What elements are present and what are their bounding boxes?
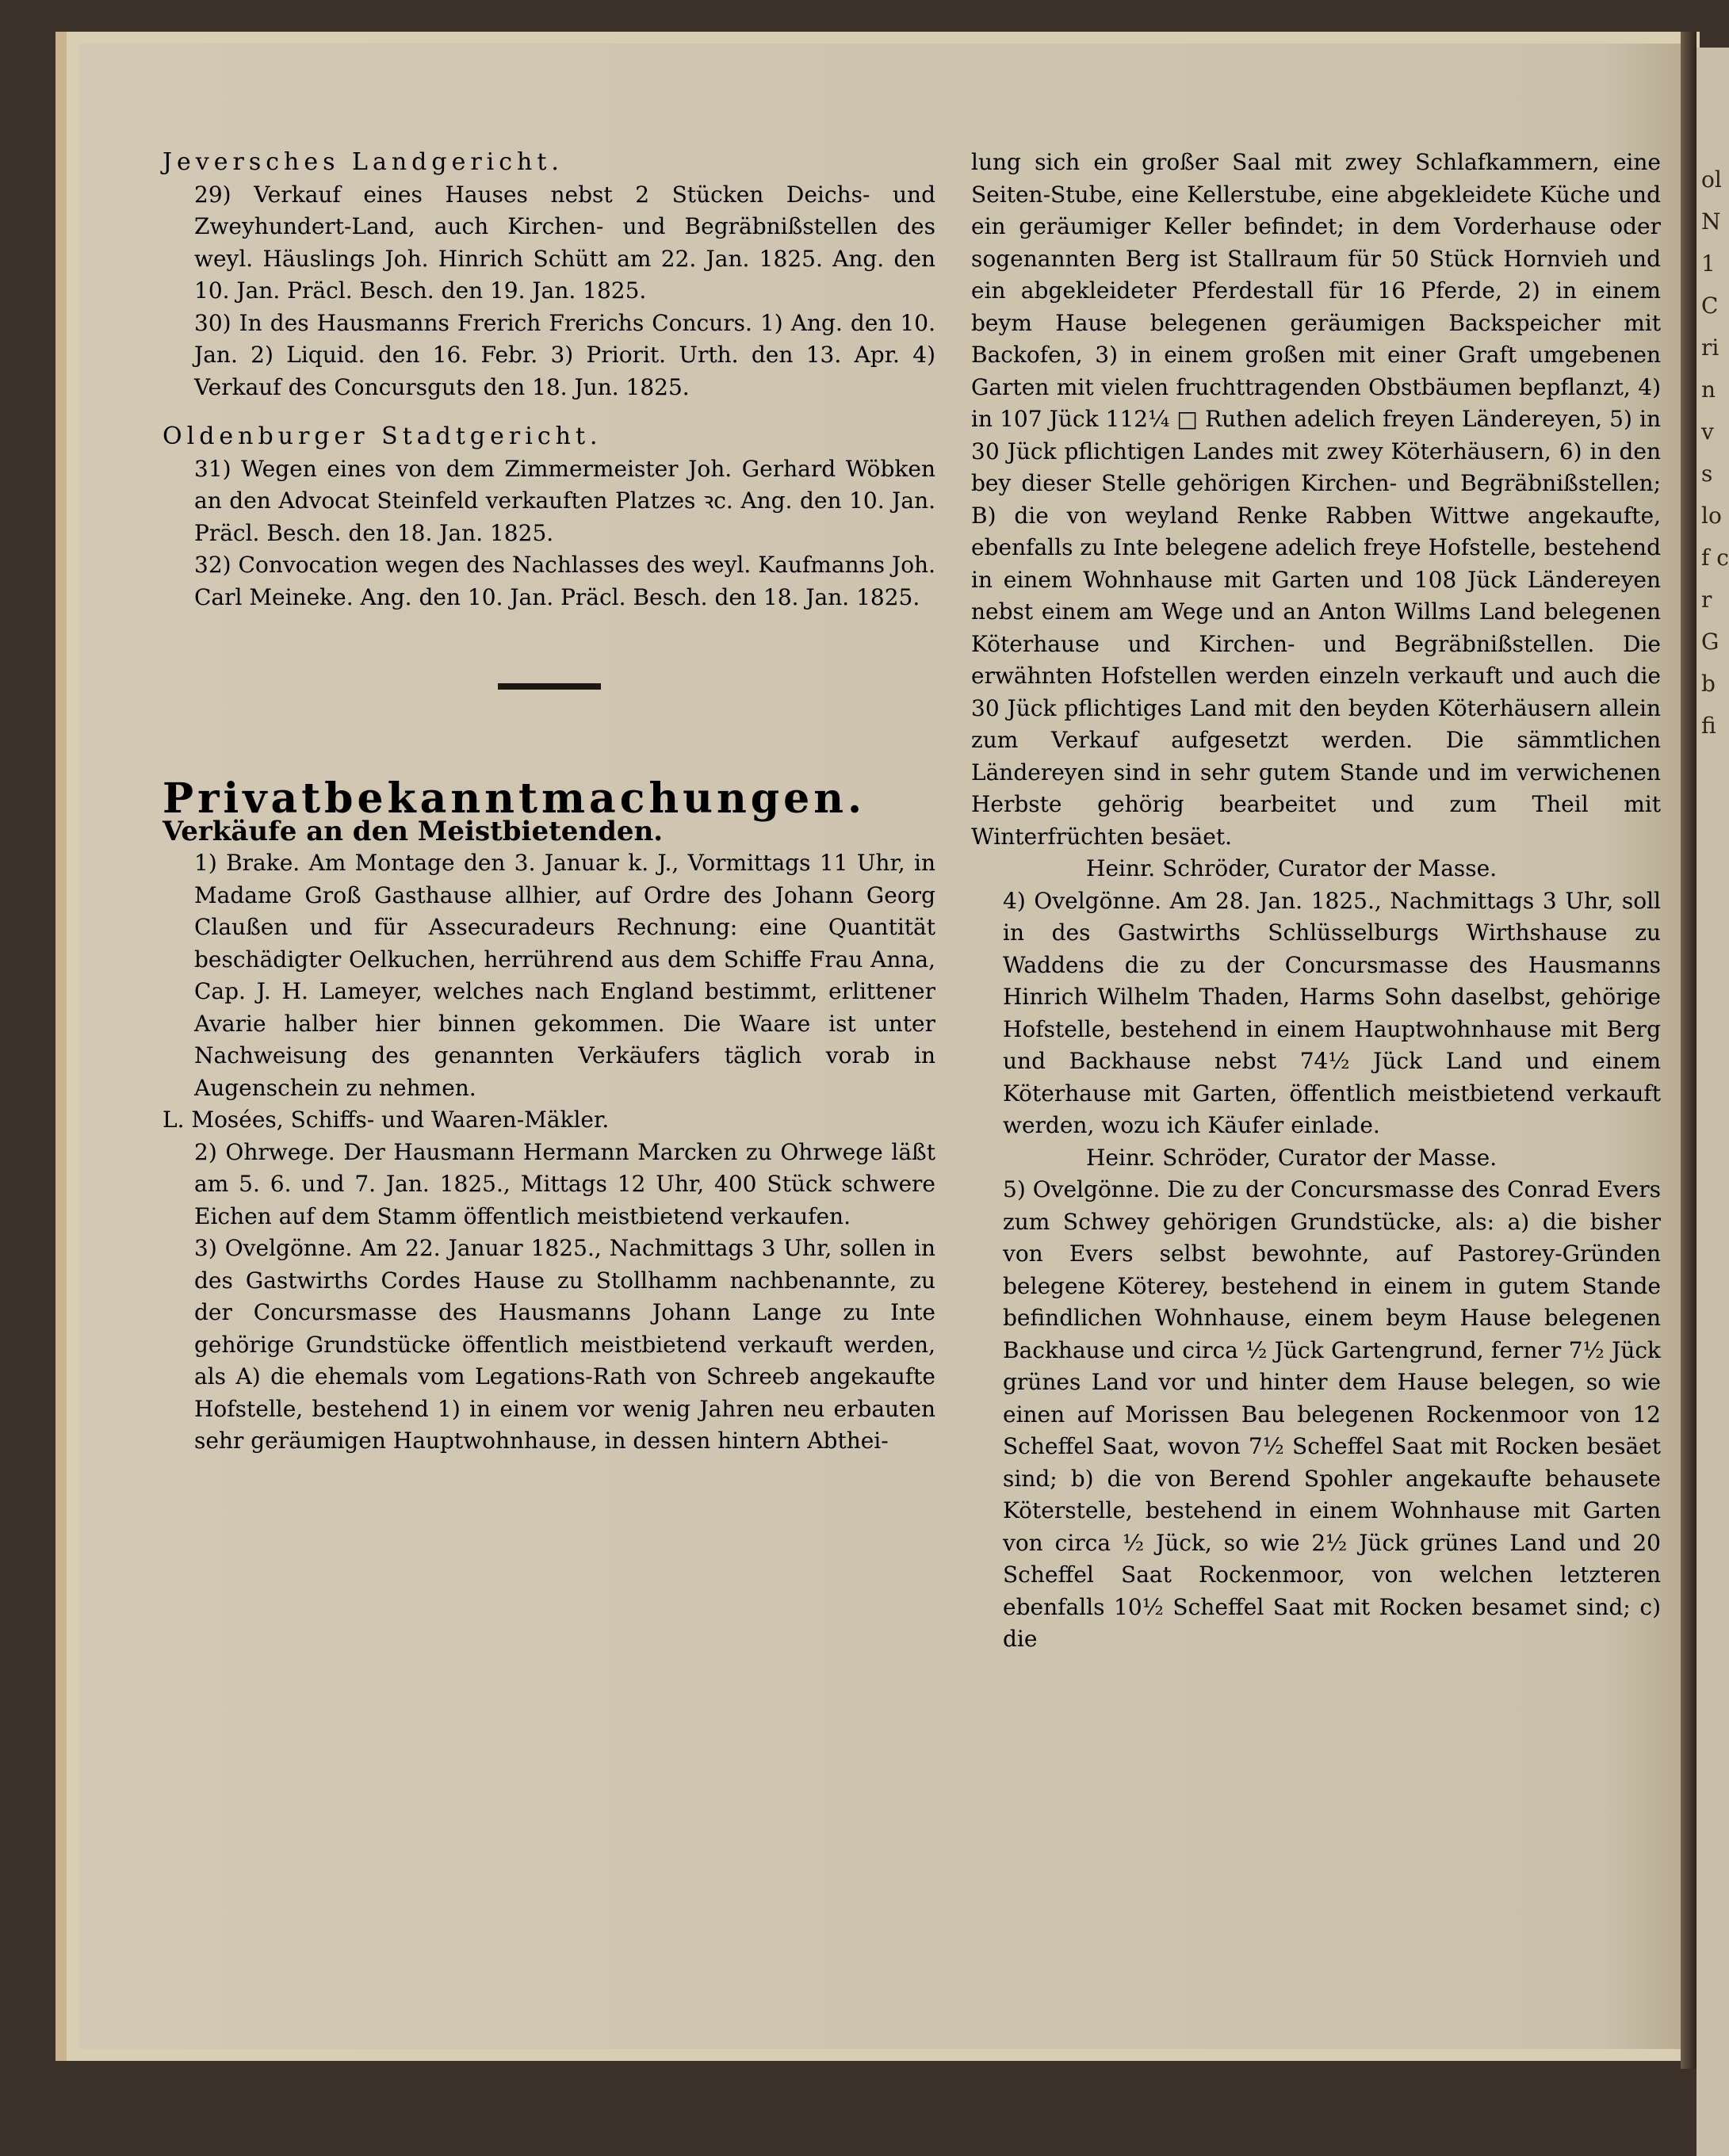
- notice-5: 5) Ovelgönne. Die zu der Concursmasse des Conrad Evers zum Schwey gehörigen Grundstücke, als: a) die bisher von Evers selbst bewohnte, auf Pastorey-Gründen belegene Köterey, bestehend in einem in gutem Stande befindlichen Wohnhause, einem beym Hause belegenen Backhause und circa ½ Jück Gartengrund, ferner 7½ Jück grünes Land vor und hinter dem Hause belegen, so wie einen auf Morissen Bau belegenen Rockenmoor von 12 Scheffel Saat, wovon 7½ Scheffel Saat mit Rocken besäet sind; b) die von Berend Spohler angekaufte behausete Köterstelle, bestehend in einem Wohnhause mit Garten von circa ½ Jück, so wie 2½ Jück grünes Land und 20 Scheffel Saat Rockenmoor, von welchen letzteren ebenfalls 10½ Scheffel Saat mit Rocken besamet sind; c) die: [1003, 1176, 1661, 1652]
- facing-page-fragment: ol N 1 C ri n v s lo f c r G b fi: [1696, 48, 1729, 2156]
- notice-4-signature: Heinr. Schröder, Curator der Masse.: [1086, 1144, 1498, 1171]
- notice-29: 29) Verkauf eines Hauses nebst 2 Stücken Deichs- und Zweyhundert-Land, auch Kirchen- und Begräbnißstellen des weyl. Häuslings Joh. Hinrich Schütt am 22. Jan. 1825. Ang. den 10. Jan. Präcl. Besch. den 19. Jan. 1825.: [194, 181, 935, 304]
- notice-1-signature: L. Mosées, Schiffs- und Waaren-Mäkler.: [163, 1107, 610, 1133]
- right-column: [971, 147, 1661, 1656]
- notice-2: 2) Ohrwege. Der Hausmann Hermann Marcken zu Ohrwege läßt am 5. 6. und 7. Jan. 1825., Mittags 12 Uhr, 400 Stück schwere Eichen auf dem Stamm öffentlich meistbietend verkaufen.: [194, 1138, 935, 1229]
- book-gutter: [1681, 32, 1696, 2069]
- heading-jever: Jeversches Landgericht.: [163, 148, 564, 176]
- notice-1: 1) Brake. Am Montage den 3. Januar k. J., Vormittags 11 Uhr, in Madame Groß Gasthause allhier, auf Ordre des Johann Georg Claußen und für Assecuradeurs Rechnung: eine Quantität beschädigter Oelkuchen, herrührend aus dem Schiffe Frau Anna, Cap. J. H. Lameyer, welches nach England bestimmt, erlittener Avarie halber hier binnen gekommen. Die Waare ist unter Nachweisung des genannten Verkäufers täglich vorab in Augenschein zu nehmen.: [194, 850, 935, 1101]
- section-title: Privatbekanntmachungen.: [163, 774, 866, 823]
- heading-oldenburg: Oldenburger Stadtgericht.: [163, 422, 602, 450]
- notice-3-continued: lung sich ein großer Saal mit zwey Schlafkammern, eine Seiten-Stube, eine Kellerstube, eine abgekleidete Küche und ein geräumiger Keller befindet; in dem Vorderhause oder sogenannten Berg ist Stallraum für 50 Stück Hornvieh und ein abgekleideter Pferdestall für 16 Pferde, 2) in einem beym Hause belegenen geräumigen Backspeicher mit Backofen, 3) in einem großen mit einer Graft umgebenen Garten mit vielen fruchttragenden Obstbäumen bepflanzt, 4) in 107 Jück 112¼ □ Ruthen adelich freyen Ländereyen, 5) in 30 Jück pflichtigen Landes mit zwey Köterhäusern, 6) in den bey dieser Stelle gehörigen Kirchen- und Begräbnißstellen; B) die von weyland Renke Rabben Wittwe angekaufte, ebenfalls zu Inte belegene adelich freye Hofstelle, bestehend in einem Wohnhause mit Garten und 108 Jück Ländereyen nebst einem am Wege und an Anton Willms Land belegenen Köterhause und Kirchen- und Begräbnißstellen. Die erwähnten Hofstellen werden einzeln verkauft und auch die 30 Jück pflichtiges Land mit den beyden Köterhäusern allein zum Verkauf aufgesetzt werden. Die sämmtlichen Ländereyen sind in sehr gutem Stande und im verwichenen Herbste gehörig bearbeitet und zum Theil mit Winterfrüchten besäet.: [971, 149, 1661, 850]
- left-column: [163, 147, 935, 1458]
- section-divider: [498, 683, 601, 690]
- notice-31: 31) Wegen eines von dem Zimmermeister Joh. Gerhard Wöbken an den Advocat Steinfeld verkauften Platzes ꝛc. Ang. den 10. Jan. Präcl. Besch. den 18. Jan. 1825.: [194, 455, 935, 546]
- notice-32: 32) Convocation wegen des Nachlasses des weyl. Kaufmanns Joh. Carl Meineke. Ang. den 10. Jan. Präcl. Besch. den 18. Jan. 1825.: [194, 552, 935, 610]
- notice-30: 30) In des Hausmanns Frerich Frerichs Concurs. 1) Ang. den 10. Jan. 2) Liquid. den 16. Febr. 3) Priorit. Urth. den 13. Apr. 4) Verkauf des Concursguts den 18. Jun. 1825.: [194, 309, 935, 400]
- notice-3: 3) Ovelgönne. Am 22. Januar 1825., Nachmittags 3 Uhr, sollen in des Gastwirths Cordes Hause zu Stollhamm nachbenannte, zu der Concursmasse des Hausmanns Johann Lange zu Inte gehörige Grundstücke öffentlich meistbietend verkauft werden, als A) die ehemals vom Legations-Rath von Schreeb angekaufte Hofstelle, bestehend 1) in einem vor wenig Jahren neu erbauten sehr geräumigen Hauptwohnhause, in dessen hintern Abthei-: [194, 1235, 935, 1454]
- notice-3-signature: Heinr. Schröder, Curator der Masse.: [1086, 855, 1498, 881]
- notice-4: 4) Ovelgönne. Am 28. Jan. 1825., Nachmittags 3 Uhr, soll in des Gastwirths Schlüsselburgs Wirthshause zu Waddens die zu der Concursmasse des Hausmanns Hinrich Wilhelm Thaden, Harms Sohn daselbst, gehörige Hofstelle, bestehend in einem Hauptwohnhause mit Berg und Backhause nebst 74½ Jück Land und einem Köterhause mit Garten, öffentlich meistbietend verkauft werden, wozu ich Käufer einlade.: [1003, 887, 1661, 1138]
- section-subtitle: Verkäufe an den Meistbietenden.: [163, 815, 664, 847]
